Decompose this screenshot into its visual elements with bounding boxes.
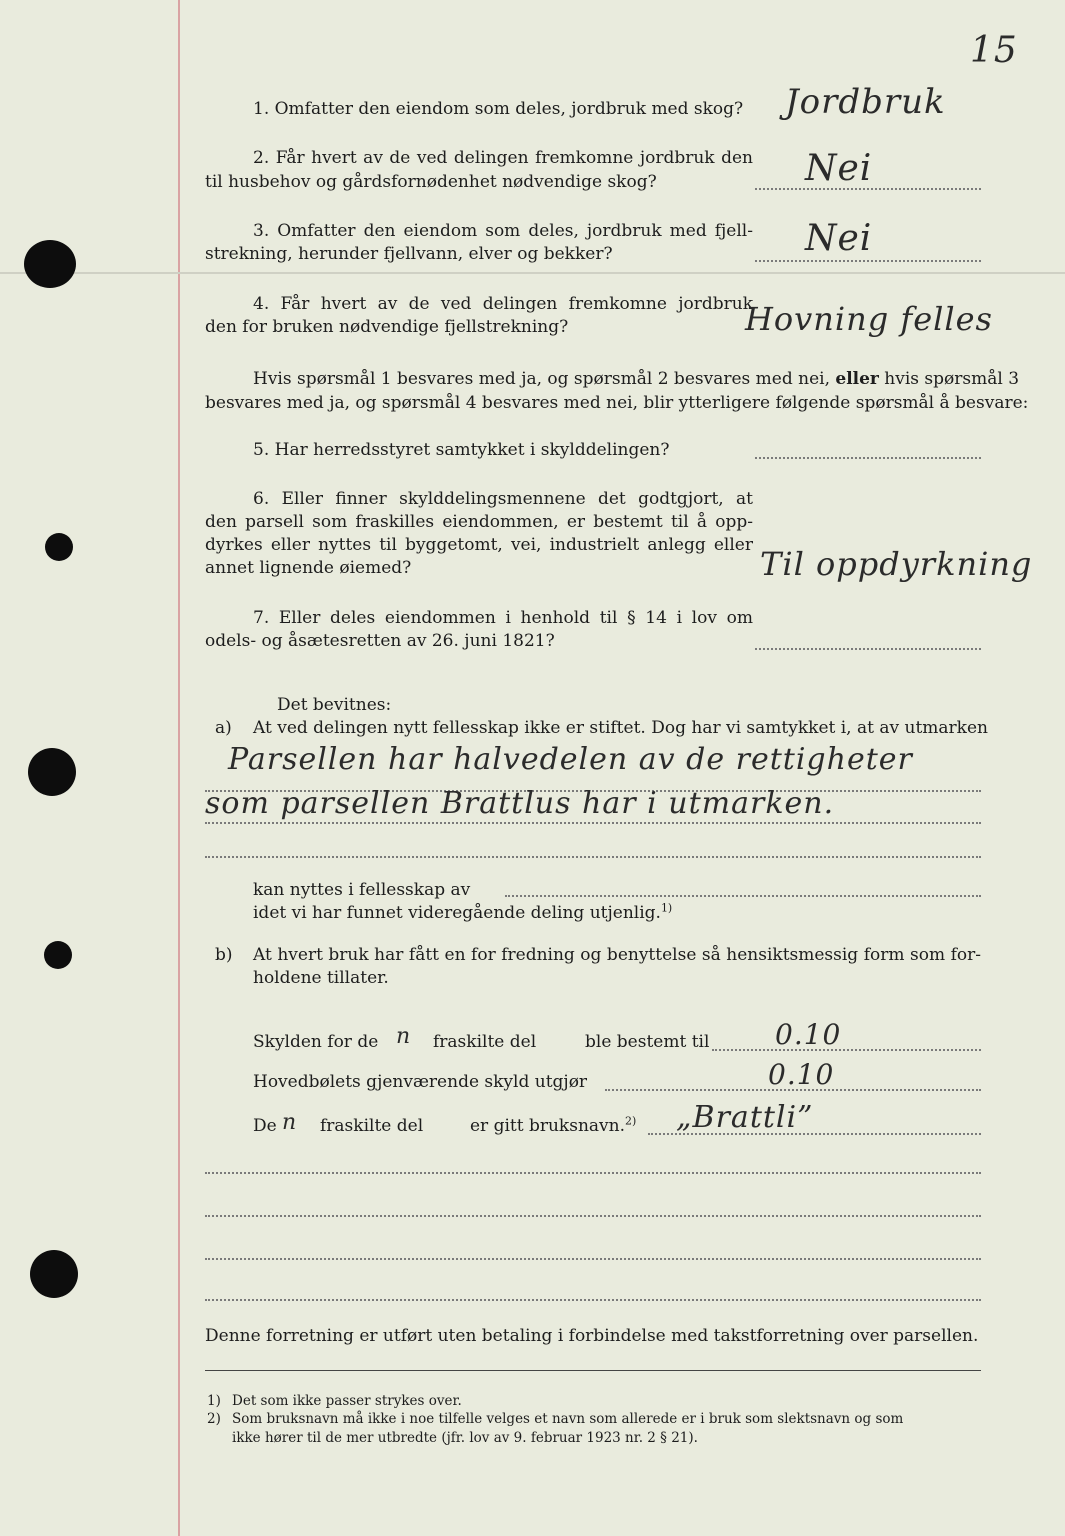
closing-text: Denne forretning er utført uten betaling i forbindelse med takstforretning over parsellen. — [205, 1326, 979, 1346]
skyld-row3-c — [470, 1115, 636, 1138]
question-4-line2: den for bruken nødvendige fjellstrekning? — [205, 317, 569, 337]
witness-heading: Det bevitnes: — [277, 695, 392, 715]
handwriting-line — [205, 856, 981, 858]
question-1-answer: Jordbruk — [785, 82, 946, 122]
skyld-row2-value: 0.10 — [768, 1058, 835, 1091]
intro-text: hvis spørsmål 3 — [878, 369, 1020, 389]
skyld-row1-c: ble bestemt til — [585, 1032, 710, 1052]
kan-nyttes-text: kan nyttes i fellesskap av — [253, 880, 471, 900]
witness-b-line1: At hvert bruk har fått en for fredning og benyttelse så hensiktsmessig form som for- — [253, 945, 981, 965]
intro-line2: besvares med ja, og spørsmål 4 besvares med nei, blir ytterligere følgende spørsmål å besvare: — [205, 393, 1029, 413]
skyld-row1-value: 0.10 — [775, 1018, 842, 1051]
answer-line — [712, 1049, 981, 1051]
skyld-row1-hand: n — [396, 1024, 412, 1049]
answer-line — [755, 457, 981, 459]
handwriting-line — [205, 822, 981, 824]
answer-line — [505, 895, 981, 897]
fold-line — [0, 272, 1065, 274]
margin-line — [178, 0, 180, 1536]
question-4-answer: Hovning felles — [745, 300, 993, 338]
footnote-1: Det som ikke passer strykes over. — [232, 1393, 462, 1409]
skyld-row3-a: De — [253, 1116, 277, 1136]
witness-b-line2: holdene tillater. — [253, 968, 389, 988]
blank-line — [205, 1172, 981, 1174]
skyld-row3-b: fraskilte del — [320, 1116, 424, 1136]
witness-a-handwriting-2: som parsellen Brattlus har i utmarken. — [205, 786, 835, 821]
question-7-line1: 7. Eller deles eiendommen i henhold til § 14 i lov om — [253, 608, 753, 628]
question-3-answer: Nei — [805, 218, 873, 259]
question-6-line3: dyrkes eller nyttes til byggetomt, vei, industrielt anlegg eller — [205, 535, 753, 555]
question-5-text: 5. Har herredsstyret samtykket i skylddelingen? — [253, 440, 670, 460]
intro-bold: eller — [835, 369, 879, 389]
intro-text: Hvis spørsmål 1 besvares med ja, og spørsmål 2 besvares med nei, — [253, 369, 836, 389]
idet-text — [253, 902, 672, 925]
witness-a-text: At ved delingen nytt fellesskap ikke er stiftet. Dog har vi samtykket i, at av utmarken — [253, 718, 988, 738]
question-6-line1: 6. Eller finner skylddelingsmennene det godtgjort, at — [253, 489, 753, 509]
question-2-line1: 2. Får hvert av de ved delingen fremkomne jordbruk den — [253, 148, 753, 168]
punch-hole — [24, 240, 76, 288]
punch-hole — [45, 533, 73, 561]
skyld-row1-a: Skylden for de — [253, 1032, 379, 1052]
question-6-answer: Til oppdyrkning — [760, 545, 1033, 583]
question-2-line2: til husbehov og gårdsfornødenhet nødvendige skog? — [205, 172, 657, 192]
blank-line — [205, 1215, 981, 1217]
blank-line — [205, 1299, 981, 1301]
bruksnavn-label: er gitt bruksnavn. — [470, 1116, 626, 1136]
question-6-line2: den parsell som fraskilles eiendommen, er bestemt til å opp- — [205, 512, 753, 532]
skyld-row3-value: „Brattli” — [676, 1100, 814, 1135]
footnote-ref: 1) — [660, 901, 673, 915]
witness-a-handwriting-1: Parsellen har halvedelen av de rettigheter — [228, 742, 913, 777]
skyld-row2: Hovedbølets gjenværende skyld utgjør — [253, 1072, 588, 1092]
footnote-2-line1: Som bruksnavn må ikke i noe tilfelle velges et navn som allerede er i bruk som slektsnavn og som — [232, 1411, 904, 1427]
question-3-line2: strekning, herunder fjellvann, elver og bekker? — [205, 244, 613, 264]
question-3-line1: 3. Omfatter den eiendom som deles, jordbruk med fjell- — [253, 221, 753, 241]
footnote-ref: 2) — [625, 1114, 637, 1128]
footnote-2-line2: ikke hører til de mer utbredte (jfr. lov av 9. februar 1923 nr. 2 § 21). — [232, 1430, 698, 1446]
footnote-2-num: 2) — [207, 1411, 221, 1427]
question-1-text: 1. Omfatter den eiendom som deles, jordbruk med skog? — [253, 99, 744, 119]
question-4-line1: 4. Får hvert av de ved delingen fremkomne jordbruk — [253, 294, 753, 314]
intro-line1 — [253, 368, 1019, 391]
witness-a-label: a) — [215, 718, 232, 738]
answer-line — [755, 648, 981, 650]
answer-line — [755, 260, 981, 262]
question-6-line4: annet lignende øiemed? — [205, 558, 412, 578]
question-2-answer: Nei — [805, 148, 873, 189]
idet-label: idet vi har funnet videregående deling utjenlig. — [253, 903, 661, 923]
footnote-1-num: 1) — [207, 1393, 221, 1409]
skyld-row3-hand: n — [282, 1110, 298, 1135]
divider — [205, 1370, 981, 1371]
page-number: 15 — [970, 30, 1018, 71]
blank-line — [205, 1258, 981, 1260]
punch-hole — [30, 1250, 78, 1298]
question-7-line2: odels- og åsætesretten av 26. juni 1821? — [205, 631, 555, 651]
punch-hole — [44, 941, 72, 969]
skyld-row1-b: fraskilte del — [433, 1032, 537, 1052]
witness-b-label: b) — [215, 945, 233, 965]
punch-hole — [28, 748, 76, 796]
